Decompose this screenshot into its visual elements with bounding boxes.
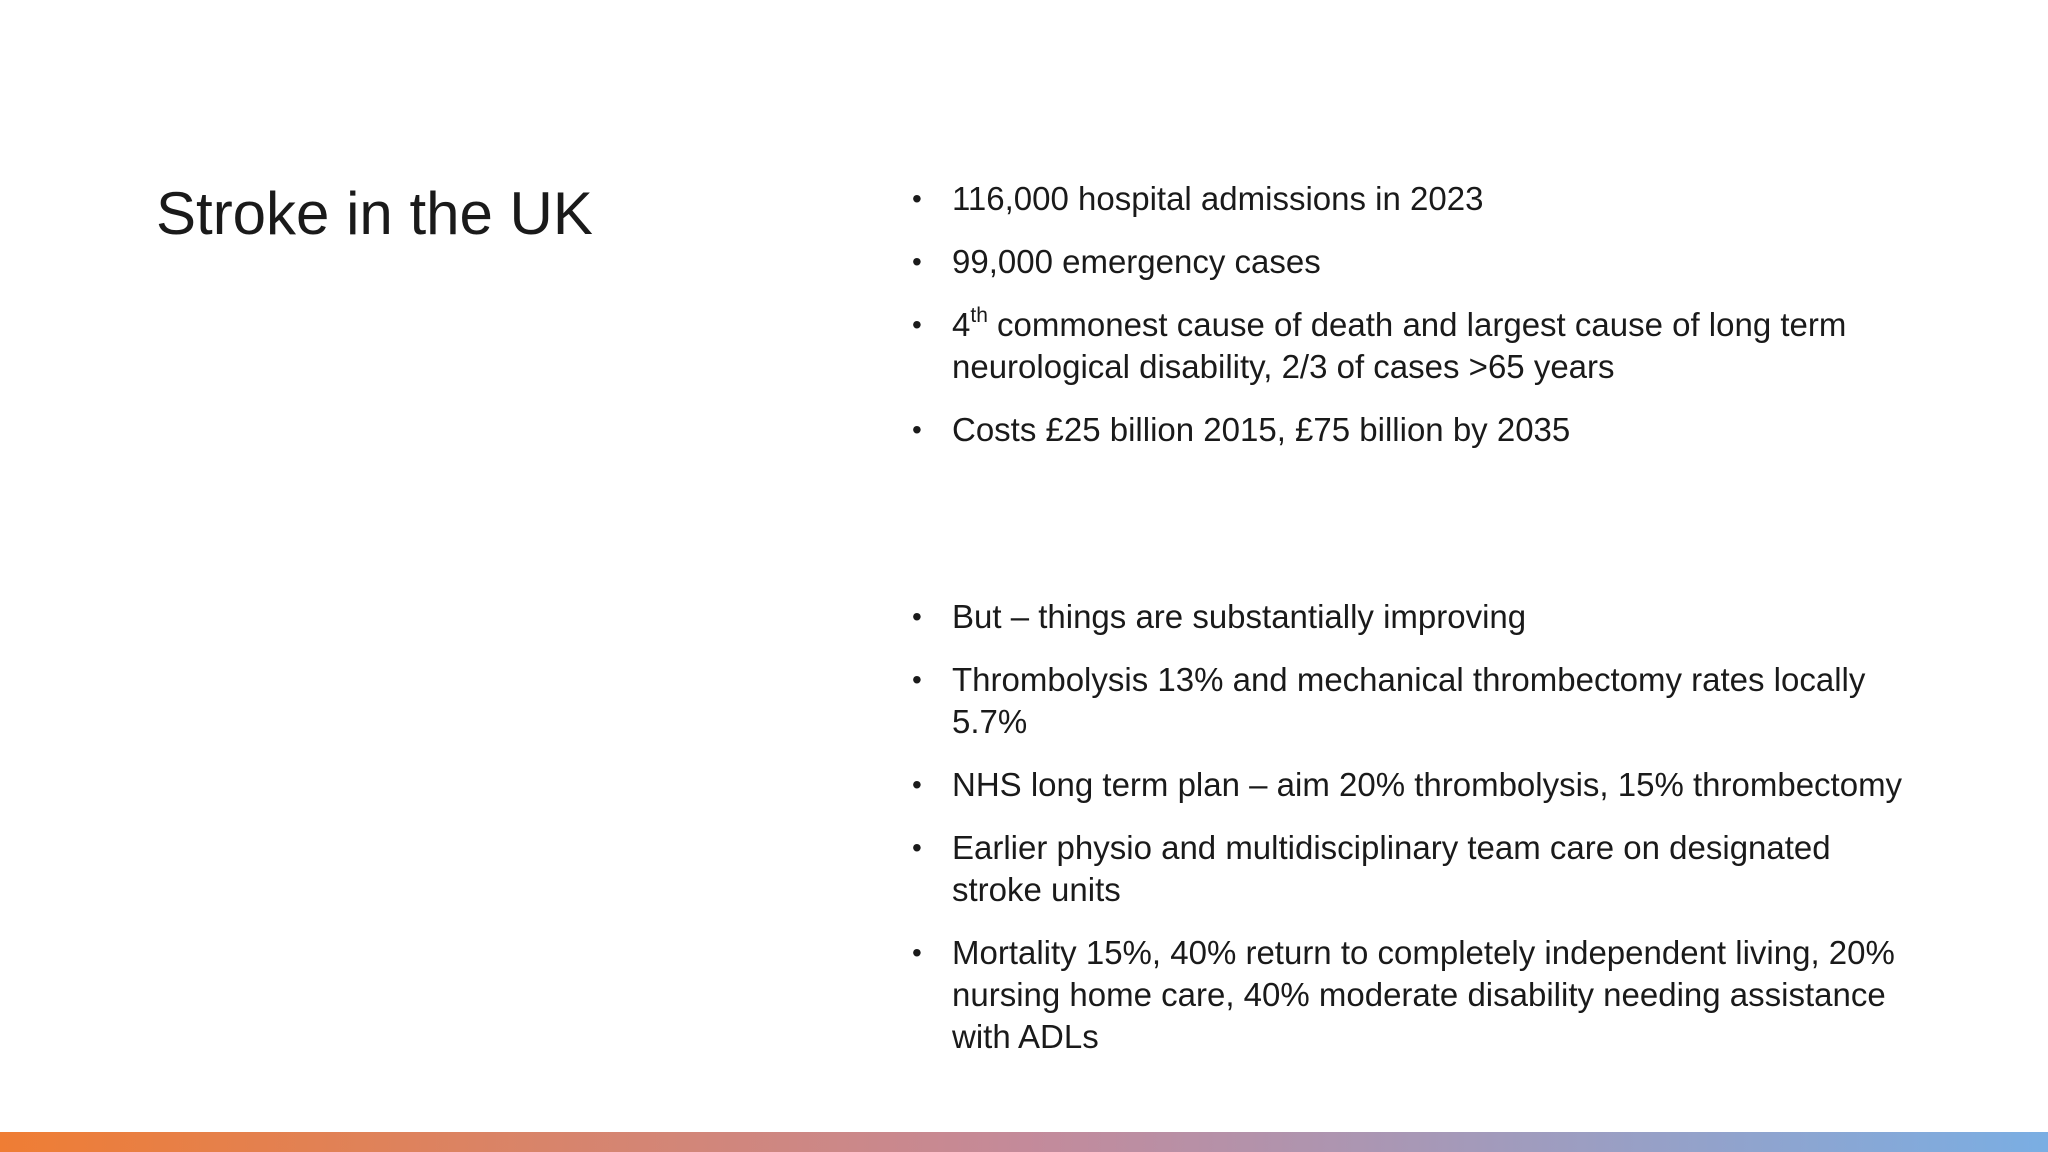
bullet-text: Earlier physio and multidisciplinary team care on designated stroke units	[952, 829, 1831, 908]
bullet-physio	[910, 827, 1920, 911]
bullet-dot-icon: •	[912, 414, 922, 445]
bullet-list-bottom	[910, 596, 1920, 1079]
bullet-superscript: th	[970, 304, 988, 327]
bullet-dot-icon: •	[912, 183, 922, 214]
slide-title: Stroke in the UK	[156, 180, 593, 247]
bullet-text: Costs £25 billion 2015, £75 billion by 2035	[952, 411, 1571, 448]
bullet-dot-icon: •	[912, 246, 922, 277]
bullet-thrombolysis	[910, 659, 1920, 743]
bullet-dot-icon: •	[912, 769, 922, 800]
bullet-text: But – things are substantially improving	[952, 598, 1527, 635]
bullet-text: 99,000 emergency cases	[952, 243, 1321, 280]
bullet-text: Mortality 15%, 40% return to completely independent living, 20% nursing home care, 40% moderate disability needing assistance with ADLs	[952, 934, 1895, 1055]
bullet-mortality	[910, 932, 1920, 1058]
bullet-text: NHS long term plan – aim 20% thrombolysis, 15% thrombectomy	[952, 766, 1903, 803]
bullet-text: 116,000 hospital admissions in 2023	[952, 180, 1484, 217]
bullet-prefix: 4	[952, 306, 971, 343]
bullet-nhs-plan	[910, 764, 1920, 806]
bullet-emergency	[910, 241, 1920, 283]
bullet-dot-icon: •	[912, 309, 922, 340]
bullet-admissions	[910, 178, 1920, 220]
bullet-dot-icon: •	[912, 601, 922, 632]
accent-gradient-bar	[0, 1132, 2048, 1152]
bullet-cause-of-death	[910, 304, 1920, 388]
bullet-dot-icon: •	[912, 832, 922, 863]
bullet-dot-icon: •	[912, 664, 922, 695]
bullet-improving	[910, 596, 1920, 638]
bullet-list-top	[910, 178, 1920, 472]
bullet-text: commonest cause of death and largest cause of long term neurological disability, 2/3 of cases >65 years	[952, 306, 1847, 385]
bullet-dot-icon: •	[912, 937, 922, 968]
bullet-costs	[910, 409, 1920, 451]
bullet-text: Thrombolysis 13% and mechanical thrombectomy rates locally 5.7%	[952, 661, 1866, 740]
